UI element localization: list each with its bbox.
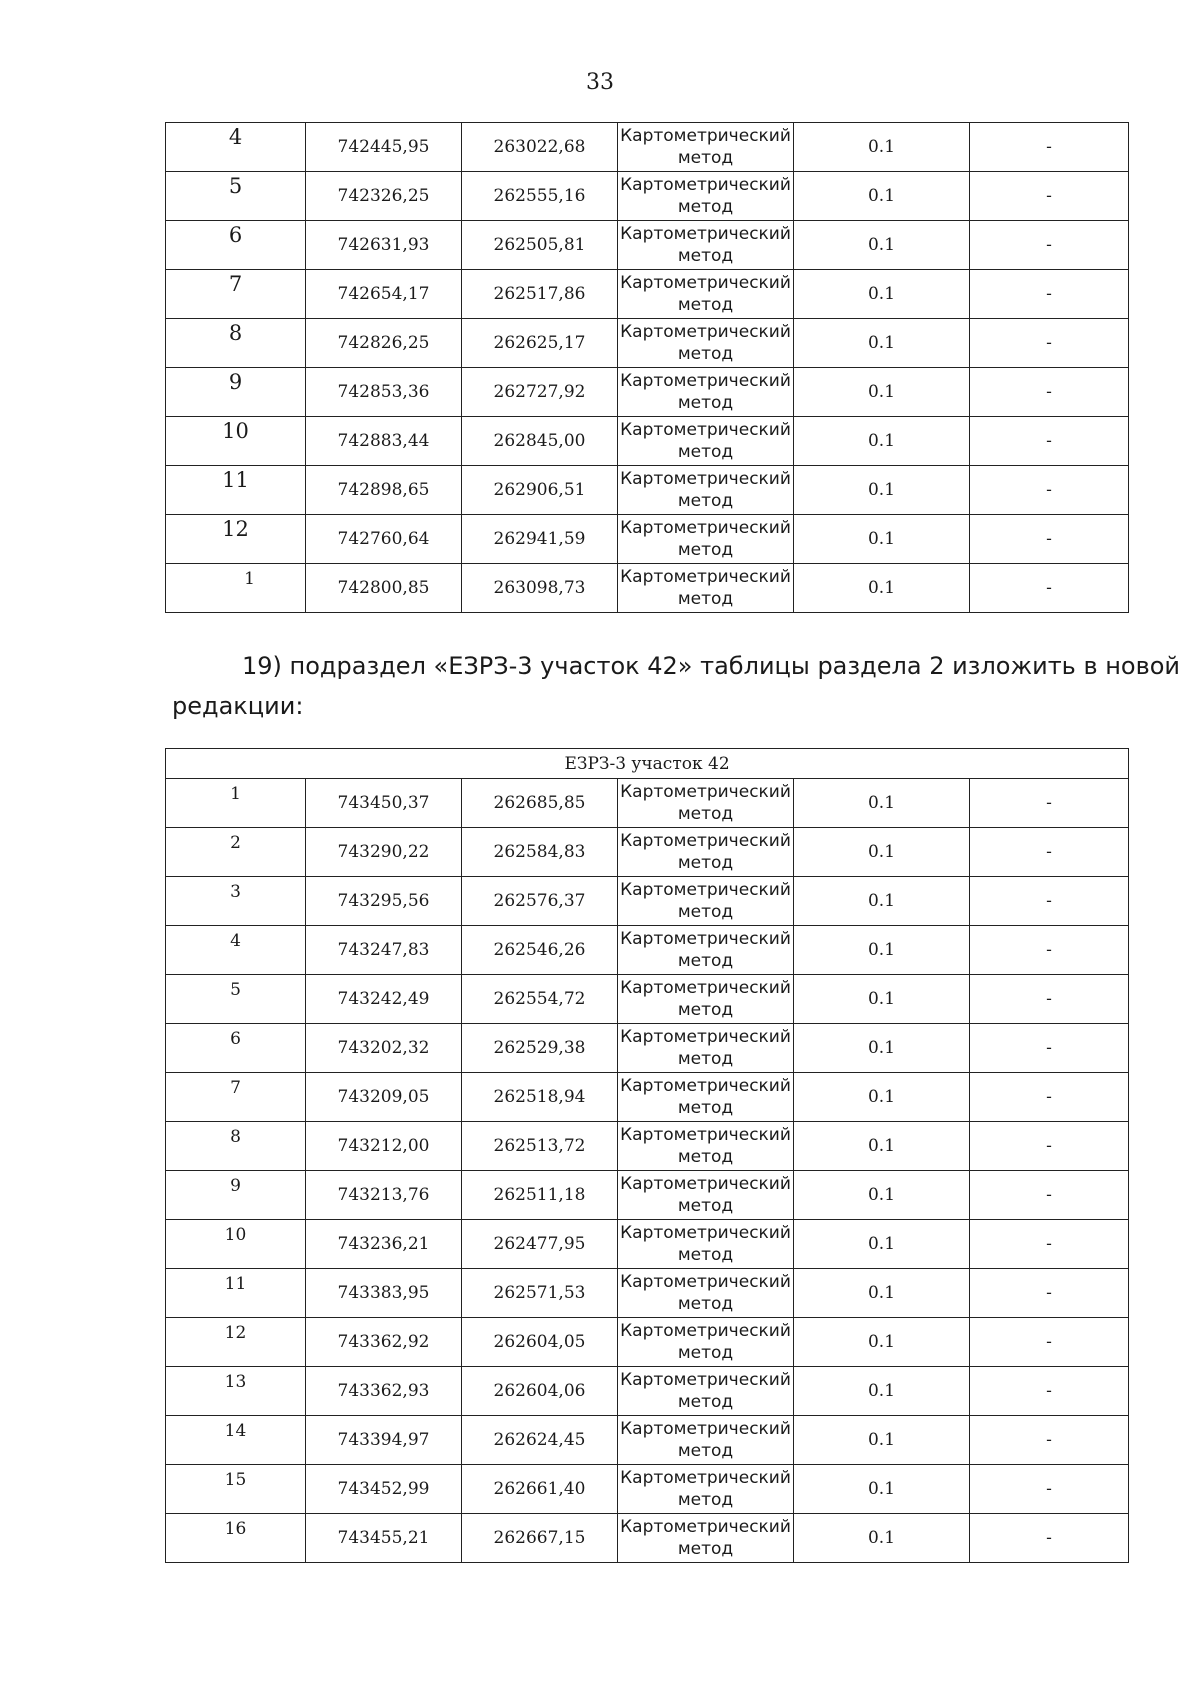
- method-line-1: Картометрический: [620, 273, 791, 293]
- coordinates-table-continued: [165, 122, 1129, 613]
- accuracy: 0.1: [794, 877, 970, 926]
- note: -: [970, 975, 1129, 1024]
- table-row: [166, 1073, 1129, 1122]
- method-line-2: метод: [677, 442, 734, 462]
- y-coordinate: 262624,45: [462, 1416, 618, 1465]
- x-coordinate: 742445,95: [306, 123, 462, 172]
- x-coordinate: 743212,00: [306, 1122, 462, 1171]
- y-coordinate: 262625,17: [462, 319, 618, 368]
- accuracy: 0.1: [794, 1171, 970, 1220]
- point-number: 1: [230, 784, 241, 804]
- point-number: 7: [230, 1078, 241, 1098]
- point-number-cell: [166, 1122, 306, 1171]
- method-line-1: Картометрический: [620, 175, 791, 195]
- table-row: [166, 368, 1129, 417]
- point-number-cell: [166, 828, 306, 877]
- accuracy: 0.1: [794, 975, 970, 1024]
- point-number: 12: [222, 517, 249, 541]
- method-cell: [618, 172, 794, 221]
- point-number: 14: [224, 1421, 247, 1441]
- point-number: 4: [228, 125, 243, 149]
- point-number-cell: [166, 319, 306, 368]
- x-coordinate: 742654,17: [306, 270, 462, 319]
- note: -: [970, 1122, 1129, 1171]
- y-coordinate: 263022,68: [462, 123, 618, 172]
- note: -: [970, 319, 1129, 368]
- method-line-1: Картометрический: [620, 1223, 791, 1243]
- note: -: [970, 1416, 1129, 1465]
- method-cell: [618, 779, 794, 828]
- x-coordinate: 742326,25: [306, 172, 462, 221]
- method-line-2: метод: [677, 295, 734, 315]
- point-number: 4: [230, 931, 241, 951]
- note: -: [970, 564, 1129, 613]
- point-number: 8: [228, 321, 243, 345]
- x-coordinate: 742883,44: [306, 417, 462, 466]
- point-number: 7: [228, 272, 243, 296]
- x-coordinate: 743202,32: [306, 1024, 462, 1073]
- accuracy: 0.1: [794, 1514, 970, 1563]
- point-number: 16: [224, 1519, 247, 1539]
- point-number-cell: [166, 1514, 306, 1563]
- method-line-1: Картометрический: [620, 782, 791, 802]
- point-number-cell: [166, 1073, 306, 1122]
- x-coordinate: 743295,56: [306, 877, 462, 926]
- y-coordinate: 262511,18: [462, 1171, 618, 1220]
- table-body: [166, 749, 1129, 1563]
- table-row: [166, 564, 1129, 613]
- accuracy: 0.1: [794, 221, 970, 270]
- method-cell: [618, 1171, 794, 1220]
- point-number: 6: [230, 1029, 241, 1049]
- method-line-1: Картометрический: [620, 567, 791, 587]
- table-row: [166, 1024, 1129, 1073]
- method-line-2: метод: [677, 1539, 734, 1559]
- y-coordinate: 262906,51: [462, 466, 618, 515]
- y-coordinate: 262845,00: [462, 417, 618, 466]
- method-cell: [618, 319, 794, 368]
- point-number-cell: [166, 270, 306, 319]
- x-coordinate: 743455,21: [306, 1514, 462, 1563]
- method-cell: [618, 270, 794, 319]
- x-coordinate: 742853,36: [306, 368, 462, 417]
- note: -: [970, 926, 1129, 975]
- method-line-1: Картометрический: [620, 1272, 791, 1292]
- method-cell: [618, 466, 794, 515]
- method-line-1: Картометрический: [620, 518, 791, 538]
- y-coordinate: 262584,83: [462, 828, 618, 877]
- accuracy: 0.1: [794, 1122, 970, 1171]
- table-row: [166, 172, 1129, 221]
- method-line-2: метод: [677, 1196, 734, 1216]
- y-coordinate: 262941,59: [462, 515, 618, 564]
- x-coordinate: 743209,05: [306, 1073, 462, 1122]
- accuracy: 0.1: [794, 319, 970, 368]
- x-coordinate: 743242,49: [306, 975, 462, 1024]
- y-coordinate: 262661,40: [462, 1465, 618, 1514]
- method-cell: [618, 926, 794, 975]
- method-cell: [618, 1269, 794, 1318]
- x-coordinate: 743452,99: [306, 1465, 462, 1514]
- note: -: [970, 1073, 1129, 1122]
- method-line-1: Картометрический: [620, 224, 791, 244]
- point-number-cell: [166, 1024, 306, 1073]
- y-coordinate: 262529,38: [462, 1024, 618, 1073]
- table-row: [166, 417, 1129, 466]
- method-line-2: метод: [677, 853, 734, 873]
- point-number: 2: [230, 833, 241, 853]
- point-number-cell: [166, 1171, 306, 1220]
- method-line-2: метод: [677, 1343, 734, 1363]
- table-row: [166, 1514, 1129, 1563]
- method-cell: [618, 828, 794, 877]
- method-cell: [618, 1318, 794, 1367]
- method-line-2: метод: [677, 148, 734, 168]
- point-number: 5: [228, 174, 243, 198]
- accuracy: 0.1: [794, 417, 970, 466]
- method-cell: [618, 417, 794, 466]
- method-line-2: метод: [677, 902, 734, 922]
- method-line-1: Картометрический: [620, 831, 791, 851]
- method-line-2: метод: [677, 540, 734, 560]
- method-line-1: Картометрический: [620, 420, 791, 440]
- table-row: [166, 877, 1129, 926]
- method-line-2: метод: [677, 1147, 734, 1167]
- point-number: 8: [230, 1127, 241, 1147]
- x-coordinate: 743247,83: [306, 926, 462, 975]
- method-cell: [618, 123, 794, 172]
- accuracy: 0.1: [794, 368, 970, 417]
- method-line-1: Картометрический: [620, 371, 791, 391]
- table-row: [166, 1318, 1129, 1367]
- x-coordinate: 742898,65: [306, 466, 462, 515]
- x-coordinate: 743213,76: [306, 1171, 462, 1220]
- method-cell: [618, 1073, 794, 1122]
- accuracy: 0.1: [794, 564, 970, 613]
- note: -: [970, 828, 1129, 877]
- point-number: 1: [244, 569, 255, 589]
- method-line-2: метод: [677, 589, 734, 609]
- point-number-cell: [166, 779, 306, 828]
- point-number-cell: [166, 877, 306, 926]
- page-number: 33: [586, 70, 614, 95]
- point-number: 9: [228, 370, 243, 394]
- method-line-2: метод: [677, 951, 734, 971]
- method-cell: [618, 877, 794, 926]
- point-number: 11: [224, 1274, 247, 1294]
- method-line-1: Картометрический: [620, 929, 791, 949]
- note: -: [970, 368, 1129, 417]
- x-coordinate: 743236,21: [306, 1220, 462, 1269]
- accuracy: 0.1: [794, 270, 970, 319]
- accuracy: 0.1: [794, 123, 970, 172]
- table-row: [166, 1465, 1129, 1514]
- table-row: [166, 828, 1129, 877]
- x-coordinate: 743394,97: [306, 1416, 462, 1465]
- y-coordinate: 262546,26: [462, 926, 618, 975]
- table-row: [166, 779, 1129, 828]
- method-cell: [618, 1367, 794, 1416]
- y-coordinate: 262518,94: [462, 1073, 618, 1122]
- point-number: 10: [222, 419, 249, 443]
- x-coordinate: 743290,22: [306, 828, 462, 877]
- method-cell: [618, 1220, 794, 1269]
- point-number-cell: [166, 515, 306, 564]
- accuracy: 0.1: [794, 1269, 970, 1318]
- x-coordinate: 743450,37: [306, 779, 462, 828]
- point-number: 6: [228, 223, 243, 247]
- table-row: [166, 1367, 1129, 1416]
- table-row: [166, 1416, 1129, 1465]
- point-number: 10: [224, 1225, 247, 1245]
- accuracy: 0.1: [794, 779, 970, 828]
- note: -: [970, 1318, 1129, 1367]
- x-coordinate: 742826,25: [306, 319, 462, 368]
- accuracy: 0.1: [794, 1073, 970, 1122]
- accuracy: 0.1: [794, 1465, 970, 1514]
- y-coordinate: 263098,73: [462, 564, 618, 613]
- method-line-1: Картометрический: [620, 1370, 791, 1390]
- note: -: [970, 1220, 1129, 1269]
- method-cell: [618, 975, 794, 1024]
- y-coordinate: 262571,53: [462, 1269, 618, 1318]
- y-coordinate: 262513,72: [462, 1122, 618, 1171]
- method-line-2: метод: [677, 1294, 734, 1314]
- method-line-1: Картометрический: [620, 880, 791, 900]
- paragraph-line-1: 19) подраздел «ЕЗРЗ-3 участок 42» таблицы раздела 2 изложить в новой: [242, 652, 1181, 680]
- x-coordinate: 743383,95: [306, 1269, 462, 1318]
- method-line-1: Картометрический: [620, 1125, 791, 1145]
- y-coordinate: 262505,81: [462, 221, 618, 270]
- point-number-cell: [166, 172, 306, 221]
- method-cell: [618, 221, 794, 270]
- method-line-1: Картометрический: [620, 1076, 791, 1096]
- y-coordinate: 262576,37: [462, 877, 618, 926]
- point-number-cell: [166, 1269, 306, 1318]
- note: -: [970, 466, 1129, 515]
- method-line-2: метод: [677, 393, 734, 413]
- point-number-cell: [166, 1465, 306, 1514]
- point-number-cell: [166, 1416, 306, 1465]
- method-line-1: Картометрический: [620, 1419, 791, 1439]
- method-line-1: Картометрический: [620, 322, 791, 342]
- method-line-1: Картометрический: [620, 1517, 791, 1537]
- point-number-cell: [166, 564, 306, 613]
- y-coordinate: 262685,85: [462, 779, 618, 828]
- point-number: 5: [230, 980, 241, 1000]
- point-number-cell: [166, 1367, 306, 1416]
- method-line-1: Картометрический: [620, 1468, 791, 1488]
- table-row: [166, 975, 1129, 1024]
- point-number: 12: [224, 1323, 247, 1343]
- accuracy: 0.1: [794, 926, 970, 975]
- note: -: [970, 515, 1129, 564]
- accuracy: 0.1: [794, 1318, 970, 1367]
- method-line-1: Картометрический: [620, 1321, 791, 1341]
- point-number-cell: [166, 1318, 306, 1367]
- method-line-1: Картометрический: [620, 1027, 791, 1047]
- method-line-2: метод: [677, 1441, 734, 1461]
- table-row: [166, 1171, 1129, 1220]
- method-cell: [618, 1024, 794, 1073]
- method-line-2: метод: [677, 246, 734, 266]
- method-cell: [618, 515, 794, 564]
- point-number-cell: [166, 1220, 306, 1269]
- table-title-row: [166, 749, 1129, 779]
- method-line-2: метод: [677, 1049, 734, 1069]
- y-coordinate: 262604,06: [462, 1367, 618, 1416]
- table-row: [166, 1122, 1129, 1171]
- table-row: [166, 319, 1129, 368]
- note: -: [970, 877, 1129, 926]
- table-title: ЕЗРЗ-3 участок 42: [166, 749, 1129, 779]
- y-coordinate: 262554,72: [462, 975, 618, 1024]
- y-coordinate: 262477,95: [462, 1220, 618, 1269]
- y-coordinate: 262604,05: [462, 1318, 618, 1367]
- table-body: [166, 123, 1129, 613]
- note: -: [970, 779, 1129, 828]
- point-number: 3: [230, 882, 241, 902]
- accuracy: 0.1: [794, 466, 970, 515]
- coordinates-table-ezrz3-42: [165, 748, 1129, 1563]
- accuracy: 0.1: [794, 172, 970, 221]
- accuracy: 0.1: [794, 828, 970, 877]
- point-number-cell: [166, 926, 306, 975]
- point-number-cell: [166, 466, 306, 515]
- note: -: [970, 1465, 1129, 1514]
- accuracy: 0.1: [794, 1416, 970, 1465]
- y-coordinate: 262727,92: [462, 368, 618, 417]
- point-number-cell: [166, 221, 306, 270]
- point-number: 11: [222, 468, 249, 492]
- method-line-2: метод: [677, 804, 734, 824]
- method-cell: [618, 564, 794, 613]
- table-row: [166, 926, 1129, 975]
- point-number-cell: [166, 417, 306, 466]
- y-coordinate: 262555,16: [462, 172, 618, 221]
- method-line-2: метод: [677, 1392, 734, 1412]
- accuracy: 0.1: [794, 1367, 970, 1416]
- x-coordinate: 743362,93: [306, 1367, 462, 1416]
- method-cell: [618, 1122, 794, 1171]
- point-number-cell: [166, 975, 306, 1024]
- note: -: [970, 123, 1129, 172]
- method-line-1: Картометрический: [620, 978, 791, 998]
- method-line-2: метод: [677, 1490, 734, 1510]
- note: -: [970, 221, 1129, 270]
- x-coordinate: 743362,92: [306, 1318, 462, 1367]
- method-cell: [618, 1416, 794, 1465]
- table-row: [166, 221, 1129, 270]
- method-line-1: Картометрический: [620, 469, 791, 489]
- method-line-2: метод: [677, 197, 734, 217]
- point-number-cell: [166, 123, 306, 172]
- x-coordinate: 742760,64: [306, 515, 462, 564]
- accuracy: 0.1: [794, 1024, 970, 1073]
- note: -: [970, 270, 1129, 319]
- x-coordinate: 742800,85: [306, 564, 462, 613]
- note: -: [970, 417, 1129, 466]
- method-line-2: метод: [677, 1245, 734, 1265]
- y-coordinate: 262517,86: [462, 270, 618, 319]
- point-number-cell: [166, 368, 306, 417]
- note: -: [970, 1171, 1129, 1220]
- accuracy: 0.1: [794, 1220, 970, 1269]
- paragraph-line-2: редакции:: [172, 692, 304, 720]
- note: -: [970, 1269, 1129, 1318]
- table-row: [166, 515, 1129, 564]
- method-line-2: метод: [677, 1098, 734, 1118]
- note: -: [970, 1024, 1129, 1073]
- point-number: 13: [224, 1372, 247, 1392]
- table-row: [166, 123, 1129, 172]
- method-cell: [618, 1465, 794, 1514]
- table-row: [166, 1220, 1129, 1269]
- method-line-1: Картометрический: [620, 126, 791, 146]
- table-row: [166, 270, 1129, 319]
- method-cell: [618, 368, 794, 417]
- method-line-1: Картометрический: [620, 1174, 791, 1194]
- point-number: 15: [224, 1470, 247, 1490]
- method-line-2: метод: [677, 1000, 734, 1020]
- note: -: [970, 172, 1129, 221]
- y-coordinate: 262667,15: [462, 1514, 618, 1563]
- table-row: [166, 1269, 1129, 1318]
- method-cell: [618, 1514, 794, 1563]
- x-coordinate: 742631,93: [306, 221, 462, 270]
- note: -: [970, 1367, 1129, 1416]
- note: -: [970, 1514, 1129, 1563]
- method-line-2: метод: [677, 344, 734, 364]
- method-line-2: метод: [677, 491, 734, 511]
- table-row: [166, 466, 1129, 515]
- accuracy: 0.1: [794, 515, 970, 564]
- point-number: 9: [230, 1176, 241, 1196]
